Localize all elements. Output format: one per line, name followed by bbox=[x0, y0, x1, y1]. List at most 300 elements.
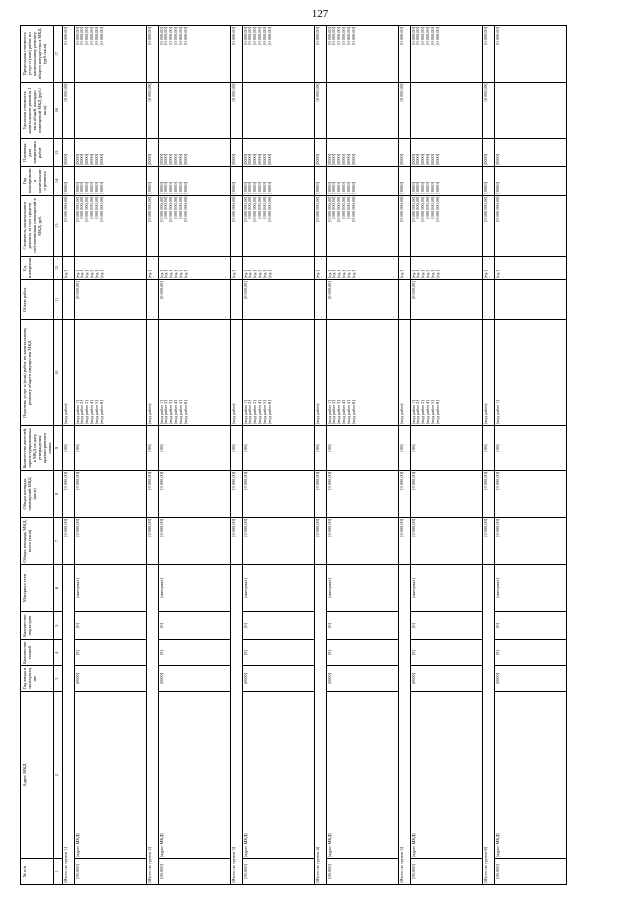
column-number: 7 bbox=[54, 517, 63, 564]
plan-year-line: [0000] bbox=[89, 182, 95, 194]
limit-cost-line: [0 000,00] bbox=[252, 27, 258, 45]
completion-date-line: [0000] bbox=[341, 153, 347, 166]
measure-unit bbox=[63, 256, 75, 280]
completion-date-line: [0000] bbox=[336, 153, 342, 166]
plan-year-line: [0000] bbox=[482, 182, 488, 194]
works-list-line: [вид работ 1] bbox=[158, 400, 164, 425]
measure-unit-line: [ед.] bbox=[99, 270, 105, 279]
total-area: [0 000,00] bbox=[147, 517, 159, 564]
completion-date-line: [0000] bbox=[425, 153, 431, 166]
table-row bbox=[75, 26, 147, 885]
completion-date bbox=[159, 139, 231, 167]
measure-unit-line: [ед.] bbox=[430, 270, 436, 279]
column-number-row bbox=[54, 26, 63, 885]
works-list-line: [вид работ 4] bbox=[173, 400, 179, 425]
header-cell: Удельная стоимость капитального ремонта 1 кв.м общей площади помещений МКД (руб./кв.м) bbox=[21, 82, 54, 138]
works-list-line: [вид работ 6] bbox=[267, 400, 273, 425]
plan-year bbox=[75, 167, 147, 195]
entrances-count: [0] bbox=[327, 612, 399, 640]
work-volume-line: [0 000,00] bbox=[242, 281, 248, 300]
header-cell: Стоимость капитального ремонта за счет средств собственников помещений в МКД, руб. bbox=[21, 195, 54, 256]
limit-cost-line: [0 000,00] bbox=[341, 27, 347, 45]
measure-unit-line: [ед.] bbox=[262, 270, 268, 279]
plan-year-line: [0000] bbox=[410, 182, 416, 194]
premises-area: [0 000,00] bbox=[63, 470, 75, 517]
plan-year-line: [0000] bbox=[79, 182, 85, 194]
plan-year-line: [0000] bbox=[168, 182, 174, 194]
measure-unit-line: [ед.] bbox=[267, 270, 273, 279]
limit-cost-line: [0 000,00] bbox=[74, 27, 80, 45]
repair-cost-line: [0 000 000,00] bbox=[326, 196, 332, 222]
measure-unit-line: [ед.] bbox=[326, 270, 332, 279]
measure-unit-line: [ед.] bbox=[252, 270, 258, 279]
work-volume bbox=[231, 280, 243, 320]
works-list-line: [вид работ 3] bbox=[420, 400, 426, 425]
premises-area: [0 000,00] bbox=[483, 470, 495, 517]
total-area: [0 000,00] bbox=[495, 517, 567, 564]
measure-unit-line: [ед.] bbox=[331, 270, 337, 279]
limit-cost-line: [0 000,00] bbox=[178, 27, 184, 45]
plan-year-line: [0000] bbox=[314, 182, 320, 194]
table-body bbox=[63, 26, 567, 885]
works-list bbox=[243, 320, 315, 426]
work-volume bbox=[315, 280, 327, 320]
completion-date bbox=[231, 139, 243, 167]
plan-year-line: [0000] bbox=[62, 182, 68, 194]
entrances-count: [0] bbox=[243, 612, 315, 640]
completion-date-line: [0000] bbox=[420, 153, 426, 166]
repair-cost-line: [0 000 000,00] bbox=[351, 196, 357, 222]
completion-date-line: [0000] bbox=[314, 153, 320, 166]
header-cell: Предельная стоимость услуг и (или) работ по капитальному ремонту общего имущества в МКД (руб./кв.м) bbox=[21, 26, 54, 83]
total-area: [0 000,00] bbox=[399, 517, 411, 564]
limit-cost-line: [0 000,00] bbox=[425, 27, 431, 45]
completion-date-line: [0000] bbox=[252, 153, 258, 166]
completion-date-line: [0000] bbox=[262, 153, 268, 166]
limit-cost bbox=[231, 26, 243, 83]
group-total-row bbox=[147, 26, 159, 885]
residents-count: [00] bbox=[483, 426, 495, 471]
column-number: 6 bbox=[54, 565, 63, 612]
measure-unit-line: [ед.] bbox=[341, 270, 347, 279]
completion-date-line: [0000] bbox=[146, 153, 152, 166]
limit-cost-line: [0 000,00] bbox=[398, 27, 404, 45]
building-address: [адрес МКД] bbox=[243, 692, 315, 859]
completion-date-line: [0000] bbox=[79, 153, 85, 166]
repair-cost-line: [0 000 000,00] bbox=[99, 196, 105, 222]
plan-year-line: [0000] bbox=[262, 182, 268, 194]
limit-cost bbox=[327, 26, 399, 83]
floors-count: [0] bbox=[75, 640, 147, 666]
measure-unit bbox=[315, 256, 327, 280]
wall-material: [материал] bbox=[411, 565, 483, 612]
completion-date-line: [0000] bbox=[257, 153, 263, 166]
works-list-line: [вид работ 5] bbox=[178, 400, 184, 425]
works-list-line: [вид работ] bbox=[482, 403, 488, 425]
limit-cost-line: [0 000,00] bbox=[247, 27, 253, 45]
header-cell: Общая площадь МКД, всего (кв.м) bbox=[21, 517, 54, 564]
column-number: 5 bbox=[54, 612, 63, 640]
table-header bbox=[21, 26, 63, 885]
total-area: [0 000,00] bbox=[243, 517, 315, 564]
group-total-label: [Итого по группе 1] bbox=[63, 565, 75, 885]
header-cell: Общая площадь помещений МКД (кв.м) bbox=[21, 470, 54, 517]
page-number: 127 bbox=[311, 8, 329, 20]
plan-year bbox=[243, 167, 315, 195]
plan-year-line: [0000] bbox=[163, 182, 169, 194]
plan-year-line: [0000] bbox=[146, 182, 152, 194]
residents-count: [00] bbox=[411, 426, 483, 471]
entrances-count: [0] bbox=[159, 612, 231, 640]
header-cell: Перечень услуг и (или) работ по капитальному ремонту общего имущества МКД bbox=[21, 320, 54, 426]
measure-unit-line: [ед.] bbox=[425, 270, 431, 279]
total-area: [0 000,00] bbox=[63, 517, 75, 564]
works-list bbox=[327, 320, 399, 426]
limit-cost-line: [0 000,00] bbox=[482, 27, 488, 45]
works-list-line: [вид работ 4] bbox=[425, 400, 431, 425]
unit-cost: [0 000,00] bbox=[231, 82, 243, 138]
repair-cost-line: [0 000 000,00] bbox=[252, 196, 258, 222]
measure-unit-line: [ед.] bbox=[435, 270, 441, 279]
completion-date-line: [0000] bbox=[267, 153, 273, 166]
unit-cost bbox=[495, 82, 567, 138]
measure-unit-line: [ед.] bbox=[482, 270, 488, 279]
measure-unit-line: [ед.] bbox=[346, 270, 352, 279]
plan-year-line: [0000] bbox=[430, 182, 436, 194]
total-area: [0 000,00] bbox=[411, 517, 483, 564]
measure-unit bbox=[159, 256, 231, 280]
works-list-line: [вид работ] bbox=[314, 403, 320, 425]
works-list bbox=[483, 320, 495, 426]
measure-unit-line: [ед.] bbox=[410, 270, 416, 279]
repair-cost-line: [0 000 000,00] bbox=[494, 196, 500, 222]
completion-date-line: [0000] bbox=[346, 153, 352, 166]
row-number: [00.000] bbox=[243, 859, 315, 885]
plan-year bbox=[327, 167, 399, 195]
plan-year bbox=[483, 167, 495, 195]
completion-date-line: [0000] bbox=[331, 153, 337, 166]
repair-cost bbox=[75, 195, 147, 256]
completion-date-line: [0000] bbox=[326, 153, 332, 166]
table-row bbox=[243, 26, 315, 885]
building-address: [адрес МКД] bbox=[495, 692, 567, 859]
column-number: 2 bbox=[54, 692, 63, 859]
work-volume bbox=[243, 280, 315, 320]
column-number: 1 bbox=[54, 859, 63, 885]
residents-count: [00] bbox=[315, 426, 327, 471]
measure-unit bbox=[147, 256, 159, 280]
limit-cost-line: [0 000,00] bbox=[430, 27, 436, 45]
group-total-label: [Итого по группе 2] bbox=[147, 565, 159, 885]
works-list-line: [вид работ 1] bbox=[326, 400, 332, 425]
work-volume-line: [0 000,00] bbox=[74, 281, 80, 300]
repair-cost-line: [0 000 000,00] bbox=[242, 196, 248, 222]
building-address: [адрес МКД] bbox=[411, 692, 483, 859]
plan-year bbox=[315, 167, 327, 195]
repair-cost-line: [000 000,00] bbox=[331, 196, 337, 219]
completion-date-line: [0000] bbox=[74, 153, 80, 166]
plan-year-line: [0000] bbox=[178, 182, 184, 194]
measure-unit-line: [ед.] bbox=[163, 270, 169, 279]
header-cell: Количество этажей bbox=[21, 640, 54, 666]
plan-year-line: [0000] bbox=[99, 182, 105, 194]
measure-unit-line: [ед.] bbox=[336, 270, 342, 279]
header-cell: Количество подъездов bbox=[21, 612, 54, 640]
limit-cost-line: [0 000,00] bbox=[168, 27, 174, 45]
residents-count: [00] bbox=[243, 426, 315, 471]
measure-unit-line: [ед.] bbox=[183, 270, 189, 279]
limit-cost-line: [0 000,00] bbox=[420, 27, 426, 45]
plan-year-line: [0000] bbox=[341, 182, 347, 194]
plan-year-line: [0000] bbox=[425, 182, 431, 194]
completion-date-line: [0000] bbox=[158, 153, 164, 166]
works-list bbox=[75, 320, 147, 426]
limit-cost-line: [0 000,00] bbox=[346, 27, 352, 45]
group-total-row bbox=[63, 26, 75, 885]
completion-date bbox=[327, 139, 399, 167]
table-row bbox=[495, 26, 567, 885]
repair-cost bbox=[483, 195, 495, 256]
works-list-line: [вид работ 1] bbox=[74, 400, 80, 425]
column-number: 11 bbox=[54, 280, 63, 320]
group-total-row bbox=[315, 26, 327, 885]
repair-cost bbox=[243, 195, 315, 256]
unit-cost: [0 000,00] bbox=[399, 82, 411, 138]
measure-unit bbox=[243, 256, 315, 280]
repair-cost-line: [000 000,00] bbox=[178, 196, 184, 219]
completion-date-line: [0000] bbox=[430, 153, 436, 166]
header-cell: Год ввода в эксплуатацию bbox=[21, 666, 54, 692]
repair-cost-line: [0 000 000,00] bbox=[146, 196, 152, 222]
plan-year bbox=[495, 167, 567, 195]
completion-date-line: [0000] bbox=[94, 153, 100, 166]
wall-material: [материал] bbox=[75, 565, 147, 612]
limit-cost bbox=[495, 26, 567, 83]
building-address: [адрес МКД] bbox=[159, 692, 231, 859]
building-address: [адрес МКД] bbox=[327, 692, 399, 859]
works-list-line: [вид работ 3] bbox=[168, 400, 174, 425]
completion-date-line: [0000] bbox=[247, 153, 253, 166]
repair-cost bbox=[159, 195, 231, 256]
unit-cost bbox=[75, 82, 147, 138]
works-list-line: [вид работ 4] bbox=[257, 400, 263, 425]
plan-year-line: [0000] bbox=[494, 182, 500, 194]
wall-material: [материал] bbox=[159, 565, 231, 612]
plan-year-line: [0000] bbox=[326, 182, 332, 194]
works-list-line: [вид работ 6] bbox=[99, 400, 105, 425]
work-volume bbox=[483, 280, 495, 320]
limit-cost bbox=[411, 26, 483, 83]
capital-repair-table bbox=[20, 25, 567, 885]
header-cell: Объем работ bbox=[21, 280, 54, 320]
work-volume bbox=[147, 280, 159, 320]
work-volume bbox=[159, 280, 231, 320]
total-area: [0 000,00] bbox=[315, 517, 327, 564]
measure-unit-line: [ед.] bbox=[178, 270, 184, 279]
repair-cost-line: [000 000,00] bbox=[430, 196, 436, 219]
measure-unit bbox=[75, 256, 147, 280]
work-volume bbox=[495, 280, 567, 320]
premises-area: [0 000,00] bbox=[75, 470, 147, 517]
plan-year-line: [0000] bbox=[242, 182, 248, 194]
unit-cost: [0 000,00] bbox=[147, 82, 159, 138]
work-volume bbox=[327, 280, 399, 320]
limit-cost-line: [0 000,00] bbox=[410, 27, 416, 45]
column-number: 4 bbox=[54, 640, 63, 666]
limit-cost-line: [0 000,00] bbox=[99, 27, 105, 45]
plan-year bbox=[147, 167, 159, 195]
limit-cost-line: [0 000,00] bbox=[146, 27, 152, 45]
repair-cost bbox=[147, 195, 159, 256]
repair-cost bbox=[63, 195, 75, 256]
limit-cost-line: [0 000,00] bbox=[62, 27, 68, 45]
group-total-row bbox=[231, 26, 243, 885]
plan-year-line: [0000] bbox=[183, 182, 189, 194]
row-number: [00.000] bbox=[411, 859, 483, 885]
completion-date-line: [0000] bbox=[178, 153, 184, 166]
measure-unit-line: [ед.] bbox=[173, 270, 179, 279]
limit-cost bbox=[147, 26, 159, 83]
build-year: [0000] bbox=[75, 666, 147, 692]
work-volume bbox=[411, 280, 483, 320]
group-total-label: [Итого по группе 5] bbox=[399, 565, 411, 885]
limit-cost-line: [0 000,00] bbox=[163, 27, 169, 45]
completion-date-line: [0000] bbox=[173, 153, 179, 166]
floors-count: [0] bbox=[327, 640, 399, 666]
works-list-line: [вид работ 2] bbox=[79, 400, 85, 425]
completion-date-line: [0000] bbox=[163, 153, 169, 166]
repair-cost-line: [0 000 000,00] bbox=[84, 196, 90, 222]
completion-date-line: [0000] bbox=[62, 153, 68, 166]
column-number: 17 bbox=[54, 26, 63, 83]
completion-date bbox=[315, 139, 327, 167]
repair-cost-line: [0 000 000,00] bbox=[230, 196, 236, 222]
completion-date bbox=[75, 139, 147, 167]
work-volume bbox=[63, 280, 75, 320]
limit-cost bbox=[159, 26, 231, 83]
repair-cost-line: [0 000 000,00] bbox=[435, 196, 441, 222]
build-year: [0000] bbox=[495, 666, 567, 692]
group-total-label: [Итого по группе 3] bbox=[231, 565, 243, 885]
header-cell: Адрес МКД bbox=[21, 692, 54, 859]
wall-material: [материал] bbox=[243, 565, 315, 612]
unit-cost: [0 000,00] bbox=[483, 82, 495, 138]
entrances-count: [0] bbox=[495, 612, 567, 640]
completion-date-line: [0000] bbox=[89, 153, 95, 166]
rotated-table-container bbox=[20, 25, 620, 885]
premises-area: [0 000,00] bbox=[315, 470, 327, 517]
row-number: [00.000] bbox=[75, 859, 147, 885]
repair-cost-line: [0 000 000,00] bbox=[267, 196, 273, 222]
wall-material: [материал] bbox=[495, 565, 567, 612]
work-volume-line: [0 000,00] bbox=[158, 281, 164, 300]
repair-cost-line: [0 000 000,00] bbox=[398, 196, 404, 222]
premises-area: [0 000,00] bbox=[495, 470, 567, 517]
measure-unit-line: [ед.] bbox=[146, 270, 152, 279]
unit-cost bbox=[243, 82, 315, 138]
column-number: 15 bbox=[54, 139, 63, 167]
limit-cost-line: [0 000,00] bbox=[326, 27, 332, 45]
works-list bbox=[495, 320, 567, 426]
wall-material: [материал] bbox=[327, 565, 399, 612]
measure-unit-line: [ед.] bbox=[230, 270, 236, 279]
repair-cost bbox=[231, 195, 243, 256]
works-list-line: [вид работ 6] bbox=[351, 400, 357, 425]
residents-count: [00] bbox=[147, 426, 159, 471]
plan-year-line: [0000] bbox=[336, 182, 342, 194]
works-list-line: [вид работ 6] bbox=[183, 400, 189, 425]
total-area: [0 000,00] bbox=[159, 517, 231, 564]
total-area: [0 000,00] bbox=[327, 517, 399, 564]
row-number: [00.000] bbox=[327, 859, 399, 885]
repair-cost-line: [000 000,00] bbox=[346, 196, 352, 219]
residents-count: [00] bbox=[231, 426, 243, 471]
completion-date-line: [0000] bbox=[410, 153, 416, 166]
column-number: 16 bbox=[54, 82, 63, 138]
measure-unit-line: [ед.] bbox=[168, 270, 174, 279]
completion-date-line: [0000] bbox=[168, 153, 174, 166]
limit-cost bbox=[483, 26, 495, 83]
repair-cost bbox=[399, 195, 411, 256]
completion-date-line: [0000] bbox=[415, 153, 421, 166]
measure-unit-line: [ед.] bbox=[158, 270, 164, 279]
limit-cost-line: [0 000,00] bbox=[89, 27, 95, 45]
works-list-line: [вид работ] bbox=[146, 403, 152, 425]
works-list-line: [вид работ 1] bbox=[494, 400, 500, 425]
unit-cost: [0 000,00] bbox=[63, 82, 75, 138]
unit-cost bbox=[159, 82, 231, 138]
limit-cost-line: [0 000,00] bbox=[158, 27, 164, 45]
limit-cost-line: [0 000,00] bbox=[267, 27, 273, 45]
limit-cost-line: [0 000,00] bbox=[84, 27, 90, 45]
work-volume-line: [0 000,00] bbox=[410, 281, 416, 300]
premises-area: [0 000,00] bbox=[243, 470, 315, 517]
limit-cost-line: [0 000,00] bbox=[415, 27, 421, 45]
plan-year-line: [0000] bbox=[94, 182, 100, 194]
total-area: [0 000,00] bbox=[75, 517, 147, 564]
premises-area: [0 000,00] bbox=[147, 470, 159, 517]
completion-date bbox=[147, 139, 159, 167]
works-list-line: [вид работ 1] bbox=[242, 400, 248, 425]
unit-cost bbox=[327, 82, 399, 138]
build-year: [0000] bbox=[327, 666, 399, 692]
plan-year-line: [0000] bbox=[415, 182, 421, 194]
limit-cost-line: [0 000,00] bbox=[257, 27, 263, 45]
plan-year-line: [0000] bbox=[351, 182, 357, 194]
group-total-row bbox=[399, 26, 411, 885]
total-area: [0 000,00] bbox=[231, 517, 243, 564]
column-number: 14 bbox=[54, 167, 63, 195]
measure-unit bbox=[483, 256, 495, 280]
measure-unit-line: [ед.] bbox=[257, 270, 263, 279]
plan-year-line: [0000] bbox=[158, 182, 164, 194]
measure-unit-line: [ед.] bbox=[415, 270, 421, 279]
plan-year-line: [0000] bbox=[74, 182, 80, 194]
measure-unit bbox=[399, 256, 411, 280]
limit-cost-line: [0 000,00] bbox=[314, 27, 320, 45]
limit-cost-line: [0 000,00] bbox=[230, 27, 236, 45]
header-cell: № п/п bbox=[21, 859, 54, 885]
completion-date-line: [0000] bbox=[183, 153, 189, 166]
limit-cost-line: [0 000,00] bbox=[435, 27, 441, 45]
plan-year-line: [0000] bbox=[267, 182, 273, 194]
plan-year-line: [0000] bbox=[331, 182, 337, 194]
repair-cost bbox=[495, 195, 567, 256]
works-list-line: [вид работ] bbox=[62, 403, 68, 425]
works-list-line: [вид работ 3] bbox=[84, 400, 90, 425]
residents-count: [00] bbox=[327, 426, 399, 471]
plan-year-line: [0000] bbox=[173, 182, 179, 194]
